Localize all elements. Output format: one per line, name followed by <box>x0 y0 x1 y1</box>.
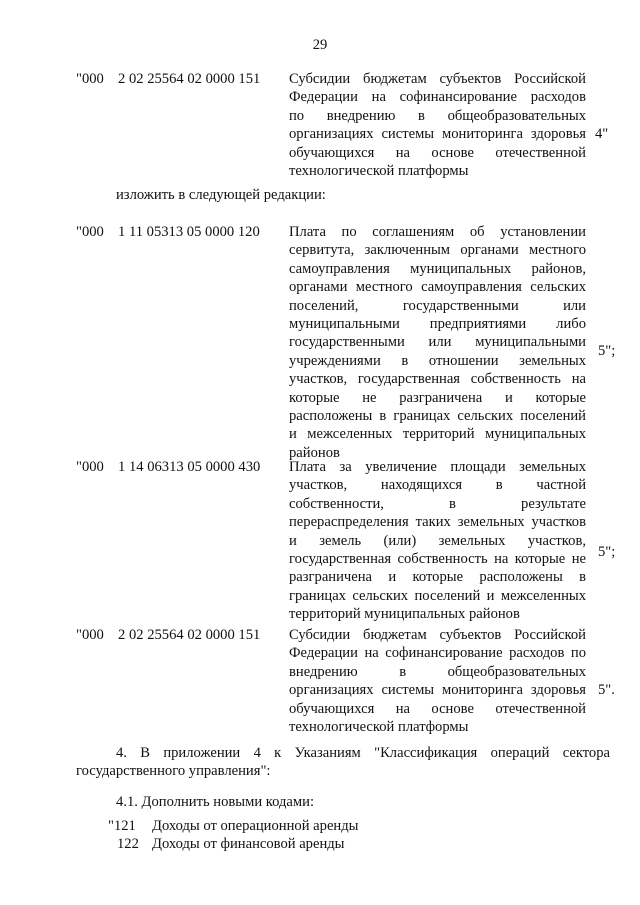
page-number: 29 <box>312 37 328 53</box>
paragraph-4-1 <box>76 793 610 811</box>
row-code: 1 11 05313 05 0000 120 <box>118 224 260 240</box>
description-line: государственными или муниципальными <box>289 334 586 351</box>
list-item-code: 122 <box>117 836 139 852</box>
row-code: 1 14 06313 05 0000 430 <box>118 459 261 475</box>
row-description <box>289 70 586 180</box>
description-line: муниципальными предприятиями либо <box>289 316 586 333</box>
paragraph-line: 4.1. Дополнить новыми кодами: <box>116 794 315 810</box>
description-line: организациях системы мониторинга здоровья <box>289 126 586 143</box>
row-prefix: "000 <box>76 224 104 240</box>
description-line: учреждениями в отношении земельных <box>289 352 586 369</box>
row-tail: 5". <box>598 682 615 698</box>
row-prefix: "000 <box>76 627 104 643</box>
row-code: 2 02 25564 02 0000 151 <box>118 71 261 87</box>
intro-text <box>76 186 610 204</box>
description-line: участков, государственная собственность на <box>289 371 586 388</box>
description-line: самоуправления муниципальных районов, <box>289 260 586 277</box>
paragraph-4 <box>76 744 610 781</box>
description-line: организациях системы мониторинга здоровья <box>289 682 586 699</box>
description-line: сервитута, заключенным органами местного <box>289 242 586 259</box>
description-line: поселений, государственными или <box>289 297 586 314</box>
description-line: государственная собственность на которые не <box>289 551 586 568</box>
description-line: Федерации на софинансирование расходов по <box>289 645 586 662</box>
intro-line: изложить в следующей редакции: <box>116 187 326 203</box>
list-item <box>117 835 345 853</box>
description-line: Плата за увеличение площади земельных <box>289 459 586 475</box>
description-line: перераспределения таких земельных участков <box>289 514 586 531</box>
description-line: расположены в границах сельских поселений <box>289 408 586 425</box>
description-line: и межселенных территорий муниципальных <box>289 426 586 443</box>
description-line: участков, находящихся в частной <box>289 477 586 494</box>
description-line: обучающихся на основе отечественной <box>289 700 586 717</box>
row-prefix: "000 <box>76 459 104 475</box>
row-code: 2 02 25564 02 0000 151 <box>118 627 261 643</box>
description-line: Субсидии бюджетам субъектов Российской <box>289 71 586 87</box>
description-line: Федерации на софинансирование расходов <box>289 89 586 106</box>
description-line: районов <box>289 444 340 461</box>
description-line: по внедрению в общеобразовательных <box>289 107 586 124</box>
description-line: органами местного самоуправления сельских <box>289 279 586 296</box>
row-description <box>289 223 586 462</box>
row-tail: 4" <box>595 126 609 142</box>
description-line: и земель (или) земельных участков, <box>289 532 586 549</box>
description-line: внедрению в общеобразовательных <box>289 663 586 680</box>
description-line: Субсидии бюджетам субъектов Российской <box>289 627 586 643</box>
list-item-code: "121 <box>108 818 136 834</box>
description-line: границах сельских поселений и межселенных <box>289 587 586 604</box>
description-line: которые не разграничена и которые <box>289 389 586 406</box>
list-item-text: Доходы от операционной аренды <box>152 818 359 834</box>
list-item <box>108 817 358 835</box>
description-line: территорий муниципальных районов <box>289 606 520 623</box>
description-line: технологической платформы <box>289 163 469 180</box>
row-tail: 5"; <box>598 544 616 560</box>
row-description <box>289 626 586 736</box>
paragraph-line: государственного управления": <box>76 763 271 780</box>
row-description <box>289 458 586 624</box>
description-line: технологической платформы <box>289 719 469 736</box>
description-line: Плата по соглашениям об установлении <box>289 224 586 240</box>
description-line: обучающихся на основе отечественной <box>289 144 586 161</box>
paragraph-line: 4. В приложении 4 к Указаниям "Классификация операций сектора <box>116 745 610 761</box>
row-tail: 5"; <box>598 343 616 359</box>
list-item-text: Доходы от финансовой аренды <box>152 836 345 852</box>
row-prefix: "000 <box>76 71 104 87</box>
description-line: разграничена и которые расположены в <box>289 569 586 586</box>
description-line: собственности, в результате <box>289 495 586 512</box>
